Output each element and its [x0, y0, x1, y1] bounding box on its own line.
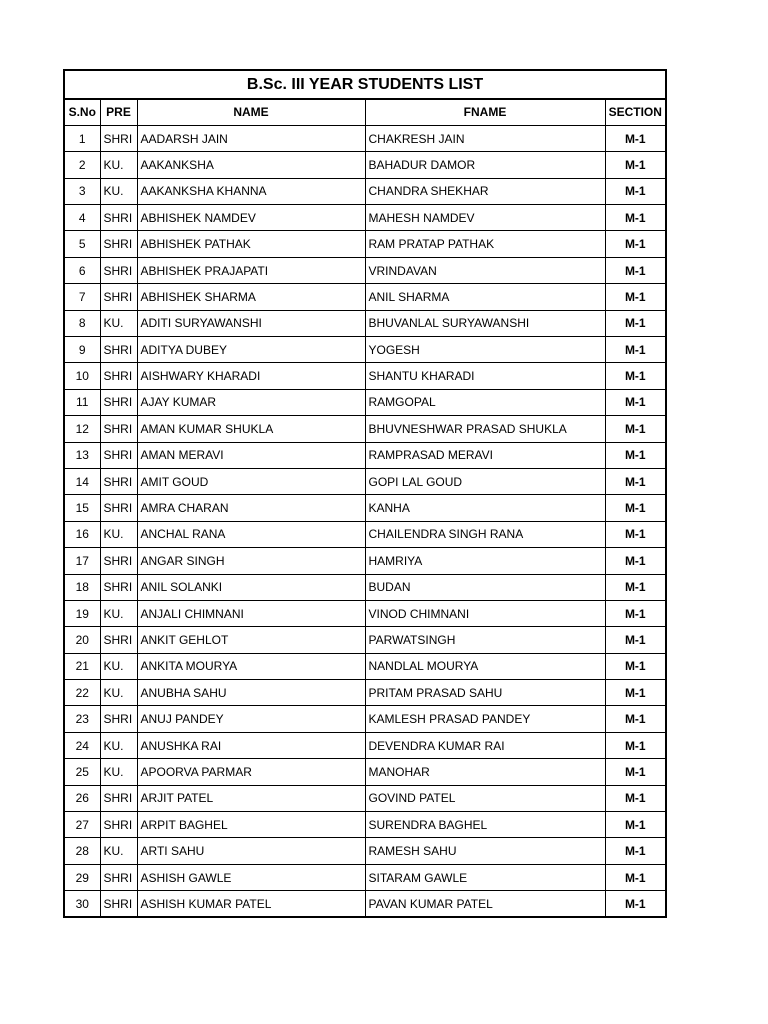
cell-name: ANUBHA SAHU [137, 680, 365, 706]
cell-sno: 18 [64, 574, 100, 600]
table-row [64, 337, 666, 363]
table-row [64, 363, 666, 389]
cell-fname: MAHESH NAMDEV [365, 205, 605, 231]
cell-fname: RAMPRASAD MERAVI [365, 442, 605, 468]
cell-sno: 8 [64, 310, 100, 336]
cell-sno: 14 [64, 468, 100, 494]
table-row [64, 891, 666, 917]
cell-pre: KU. [100, 759, 137, 785]
cell-fname: KAMLESH PRASAD PANDEY [365, 706, 605, 732]
cell-fname: VINOD CHIMNANI [365, 600, 605, 626]
cell-name: APOORVA PARMAR [137, 759, 365, 785]
cell-fname: VRINDAVAN [365, 257, 605, 283]
cell-pre: KU. [100, 680, 137, 706]
cell-name: AADARSH JAIN [137, 125, 365, 151]
cell-name: ARJIT PATEL [137, 785, 365, 811]
cell-fname: GOVIND PATEL [365, 785, 605, 811]
cell-fname: ANIL SHARMA [365, 284, 605, 310]
cell-sno: 2 [64, 152, 100, 178]
cell-name: ABHISHEK SHARMA [137, 284, 365, 310]
document-title: B.Sc. III YEAR STUDENTS LIST [64, 70, 666, 99]
cell-fname: BHUVNESHWAR PRASAD SHUKLA [365, 416, 605, 442]
cell-pre: SHRI [100, 495, 137, 521]
cell-name: AMRA CHARAN [137, 495, 365, 521]
cell-name: ANGAR SINGH [137, 548, 365, 574]
cell-section: M-1 [605, 284, 666, 310]
column-header-section: SECTION [605, 99, 666, 125]
cell-pre: SHRI [100, 389, 137, 415]
cell-fname: PRITAM PRASAD SAHU [365, 680, 605, 706]
cell-section: M-1 [605, 706, 666, 732]
student-list-sheet [63, 69, 665, 918]
cell-section: M-1 [605, 468, 666, 494]
cell-name: ANIL SOLANKI [137, 574, 365, 600]
table-row [64, 389, 666, 415]
cell-name: ASHISH GAWLE [137, 864, 365, 890]
cell-sno: 7 [64, 284, 100, 310]
cell-section: M-1 [605, 521, 666, 547]
cell-pre: SHRI [100, 125, 137, 151]
cell-section: M-1 [605, 732, 666, 758]
table-row [64, 785, 666, 811]
cell-fname: YOGESH [365, 337, 605, 363]
cell-sno: 1 [64, 125, 100, 151]
table-row [64, 231, 666, 257]
cell-fname: SHANTU KHARADI [365, 363, 605, 389]
cell-section: M-1 [605, 310, 666, 336]
cell-fname: HAMRIYA [365, 548, 605, 574]
cell-fname: BHUVANLAL SURYAWANSHI [365, 310, 605, 336]
cell-section: M-1 [605, 231, 666, 257]
cell-name: AMAN MERAVI [137, 442, 365, 468]
cell-sno: 25 [64, 759, 100, 785]
cell-pre: SHRI [100, 785, 137, 811]
cell-fname: CHAILENDRA SINGH RANA [365, 521, 605, 547]
cell-name: ASHISH KUMAR PATEL [137, 891, 365, 917]
cell-fname: PAVAN KUMAR PATEL [365, 891, 605, 917]
cell-sno: 17 [64, 548, 100, 574]
cell-name: ANUSHKA RAI [137, 732, 365, 758]
cell-pre: SHRI [100, 257, 137, 283]
cell-name: AJAY KUMAR [137, 389, 365, 415]
cell-fname: NANDLAL MOURYA [365, 653, 605, 679]
cell-pre: SHRI [100, 864, 137, 890]
cell-section: M-1 [605, 653, 666, 679]
title-row [64, 70, 666, 99]
table-row [64, 732, 666, 758]
table-row [64, 310, 666, 336]
cell-pre: SHRI [100, 363, 137, 389]
cell-pre: KU. [100, 600, 137, 626]
cell-section: M-1 [605, 891, 666, 917]
cell-fname: CHAKRESH JAIN [365, 125, 605, 151]
cell-pre: SHRI [100, 416, 137, 442]
table-row [64, 680, 666, 706]
cell-sno: 16 [64, 521, 100, 547]
table-row [64, 152, 666, 178]
cell-name: ANCHAL RANA [137, 521, 365, 547]
cell-fname: CHANDRA SHEKHAR [365, 178, 605, 204]
cell-section: M-1 [605, 600, 666, 626]
cell-name: AISHWARY KHARADI [137, 363, 365, 389]
cell-name: ARTI SAHU [137, 838, 365, 864]
cell-name: ABHISHEK NAMDEV [137, 205, 365, 231]
student-rows [64, 125, 666, 917]
cell-name: AAKANKSHA KHANNA [137, 178, 365, 204]
cell-pre: SHRI [100, 706, 137, 732]
cell-sno: 30 [64, 891, 100, 917]
cell-fname: KANHA [365, 495, 605, 521]
cell-pre: KU. [100, 838, 137, 864]
cell-fname: SITARAM GAWLE [365, 864, 605, 890]
column-header-fname: FNAME [365, 99, 605, 125]
cell-sno: 15 [64, 495, 100, 521]
cell-section: M-1 [605, 785, 666, 811]
cell-pre: SHRI [100, 548, 137, 574]
cell-section: M-1 [605, 548, 666, 574]
cell-fname: RAMGOPAL [365, 389, 605, 415]
column-header-name: NAME [137, 99, 365, 125]
table-row [64, 178, 666, 204]
cell-pre: SHRI [100, 812, 137, 838]
cell-fname: MANOHAR [365, 759, 605, 785]
column-header-row [64, 99, 666, 125]
table-row [64, 600, 666, 626]
cell-sno: 20 [64, 627, 100, 653]
cell-name: ANUJ PANDEY [137, 706, 365, 732]
cell-sno: 21 [64, 653, 100, 679]
cell-section: M-1 [605, 574, 666, 600]
table-row [64, 416, 666, 442]
cell-name: ABHISHEK PATHAK [137, 231, 365, 257]
cell-section: M-1 [605, 125, 666, 151]
cell-sno: 19 [64, 600, 100, 626]
cell-pre: KU. [100, 732, 137, 758]
cell-sno: 24 [64, 732, 100, 758]
cell-section: M-1 [605, 495, 666, 521]
cell-fname: GOPI LAL GOUD [365, 468, 605, 494]
cell-sno: 29 [64, 864, 100, 890]
cell-pre: KU. [100, 152, 137, 178]
column-header-sno: S.No [64, 99, 100, 125]
cell-sno: 4 [64, 205, 100, 231]
cell-sno: 12 [64, 416, 100, 442]
table-row [64, 706, 666, 732]
cell-section: M-1 [605, 416, 666, 442]
cell-pre: SHRI [100, 442, 137, 468]
cell-section: M-1 [605, 838, 666, 864]
cell-section: M-1 [605, 337, 666, 363]
cell-fname: SURENDRA BAGHEL [365, 812, 605, 838]
cell-name: AAKANKSHA [137, 152, 365, 178]
cell-sno: 5 [64, 231, 100, 257]
cell-section: M-1 [605, 864, 666, 890]
cell-name: ANKITA MOURYA [137, 653, 365, 679]
cell-pre: SHRI [100, 468, 137, 494]
table-row [64, 548, 666, 574]
cell-name: ADITI SURYAWANSHI [137, 310, 365, 336]
cell-pre: KU. [100, 178, 137, 204]
cell-section: M-1 [605, 178, 666, 204]
cell-name: AMIT GOUD [137, 468, 365, 494]
cell-pre: SHRI [100, 205, 137, 231]
cell-section: M-1 [605, 257, 666, 283]
cell-section: M-1 [605, 442, 666, 468]
cell-pre: KU. [100, 653, 137, 679]
table-row [64, 653, 666, 679]
table-row [64, 284, 666, 310]
cell-sno: 9 [64, 337, 100, 363]
column-header-pre: PRE [100, 99, 137, 125]
cell-pre: SHRI [100, 284, 137, 310]
table-row [64, 495, 666, 521]
students-table [63, 69, 667, 918]
cell-fname: RAMESH SAHU [365, 838, 605, 864]
table-row [64, 125, 666, 151]
cell-section: M-1 [605, 152, 666, 178]
table-row [64, 468, 666, 494]
table-row [64, 521, 666, 547]
table-row [64, 205, 666, 231]
cell-name: ADITYA DUBEY [137, 337, 365, 363]
cell-pre: KU. [100, 310, 137, 336]
cell-sno: 10 [64, 363, 100, 389]
cell-pre: SHRI [100, 231, 137, 257]
cell-sno: 13 [64, 442, 100, 468]
table-row [64, 627, 666, 653]
cell-sno: 27 [64, 812, 100, 838]
cell-name: ABHISHEK PRAJAPATI [137, 257, 365, 283]
cell-sno: 23 [64, 706, 100, 732]
cell-name: ANJALI CHIMNANI [137, 600, 365, 626]
cell-fname: DEVENDRA KUMAR RAI [365, 732, 605, 758]
cell-pre: SHRI [100, 891, 137, 917]
cell-fname: BUDAN [365, 574, 605, 600]
cell-sno: 26 [64, 785, 100, 811]
cell-sno: 22 [64, 680, 100, 706]
cell-sno: 6 [64, 257, 100, 283]
cell-section: M-1 [605, 205, 666, 231]
cell-pre: KU. [100, 521, 137, 547]
table-row [64, 442, 666, 468]
cell-pre: SHRI [100, 627, 137, 653]
cell-sno: 11 [64, 389, 100, 415]
table-row [64, 257, 666, 283]
table-row [64, 574, 666, 600]
cell-sno: 3 [64, 178, 100, 204]
cell-name: ARPIT BAGHEL [137, 812, 365, 838]
cell-section: M-1 [605, 759, 666, 785]
cell-fname: PARWATSINGH [365, 627, 605, 653]
cell-fname: RAM PRATAP PATHAK [365, 231, 605, 257]
table-row [64, 838, 666, 864]
table-row [64, 759, 666, 785]
cell-name: ANKIT GEHLOT [137, 627, 365, 653]
cell-pre: SHRI [100, 574, 137, 600]
cell-section: M-1 [605, 389, 666, 415]
cell-section: M-1 [605, 680, 666, 706]
cell-name: AMAN KUMAR SHUKLA [137, 416, 365, 442]
table-row [64, 864, 666, 890]
cell-sno: 28 [64, 838, 100, 864]
cell-section: M-1 [605, 363, 666, 389]
table-row [64, 812, 666, 838]
cell-section: M-1 [605, 627, 666, 653]
cell-pre: SHRI [100, 337, 137, 363]
cell-fname: BAHADUR DAMOR [365, 152, 605, 178]
cell-section: M-1 [605, 812, 666, 838]
